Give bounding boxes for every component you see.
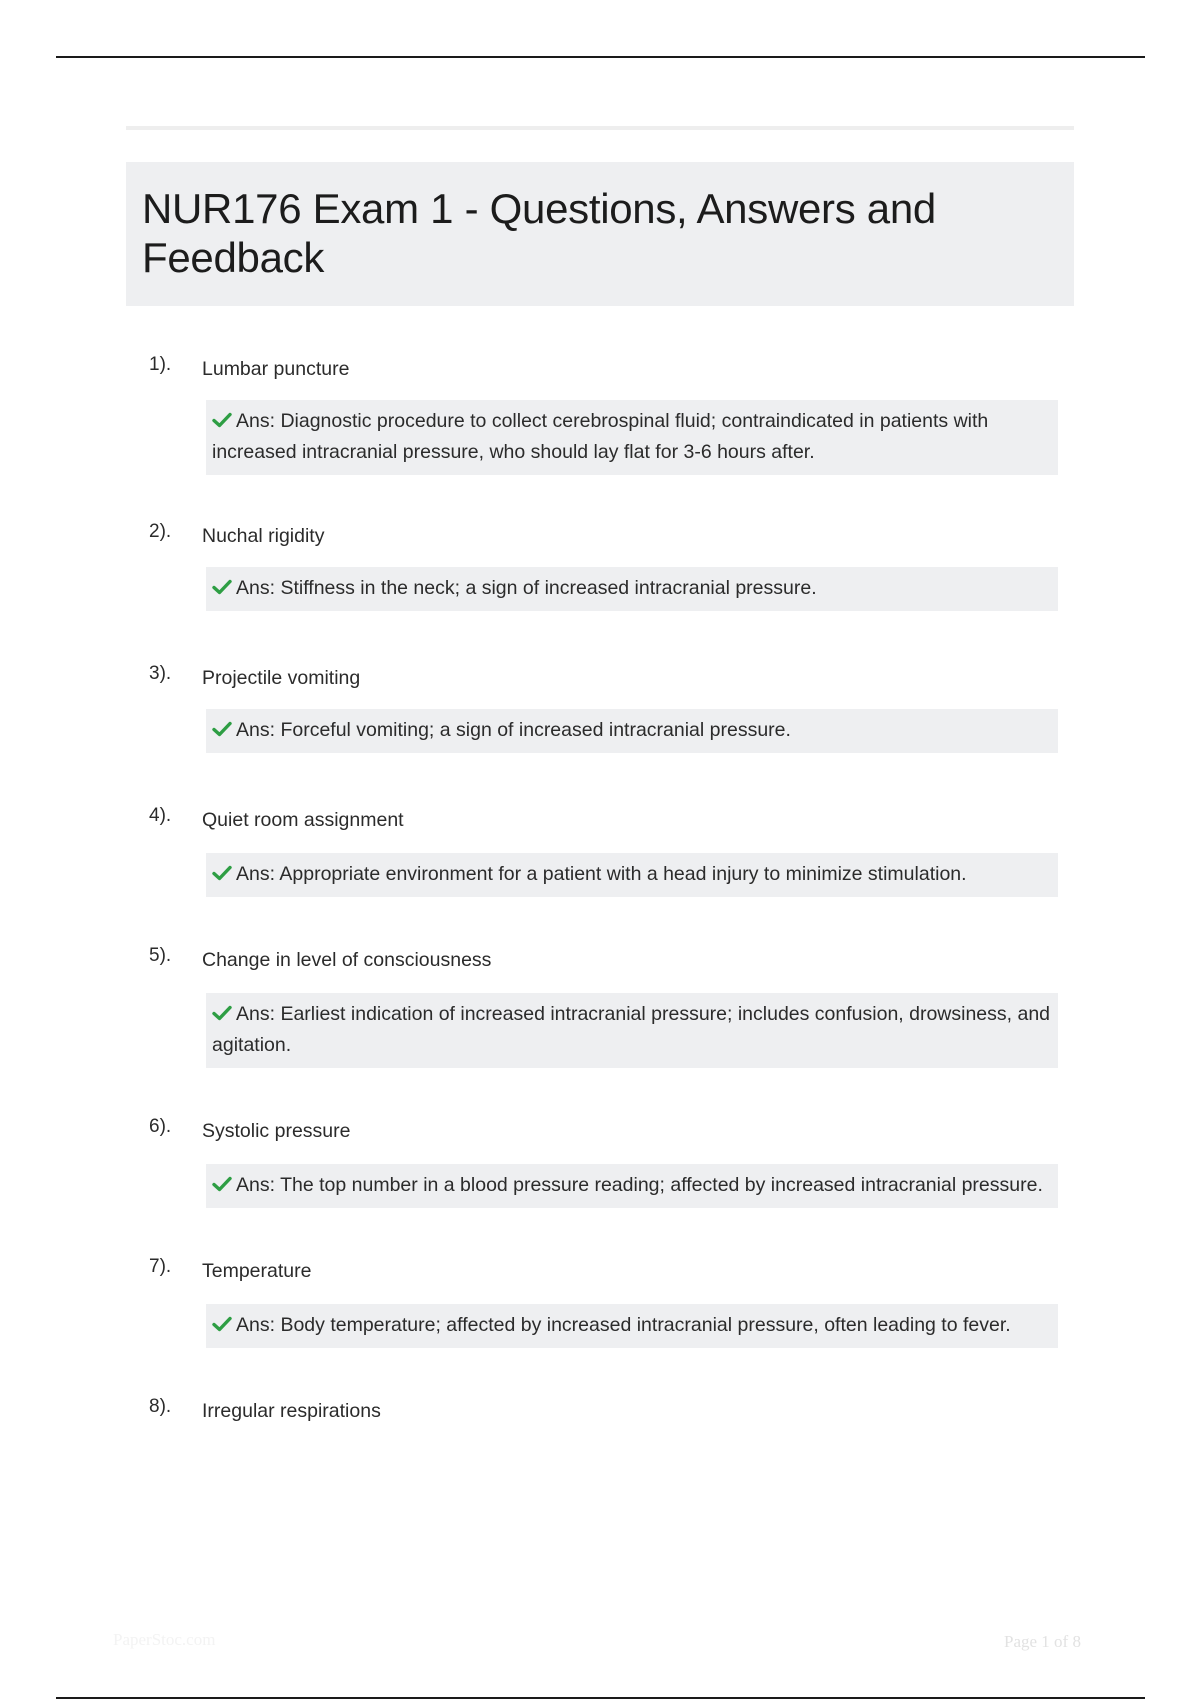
answer-prefix: Ans: bbox=[236, 1174, 276, 1196]
answer-box bbox=[206, 400, 1058, 475]
question-term: Irregular respirations bbox=[202, 1400, 381, 1422]
answer-prefix: Ans: bbox=[236, 577, 276, 599]
question-number: 1). bbox=[149, 354, 172, 375]
question-header bbox=[0, 507, 1200, 553]
question-term: Lumbar puncture bbox=[202, 358, 350, 380]
answer-prefix: Ans: bbox=[236, 1003, 276, 1025]
question-header bbox=[0, 649, 1200, 695]
question-list bbox=[0, 340, 1200, 1428]
answer-text: Forceful vomiting; a sign of increased intracranial pressure. bbox=[280, 719, 791, 741]
check-icon bbox=[212, 1316, 232, 1332]
question-term: Systolic pressure bbox=[202, 1120, 351, 1142]
bottom-rule bbox=[56, 1697, 1145, 1699]
question-term: Temperature bbox=[202, 1260, 312, 1282]
answer-text: Appropriate environment for a patient with a head injury to minimize stimulation. bbox=[279, 863, 967, 885]
answer-box bbox=[206, 1164, 1058, 1208]
check-icon bbox=[212, 412, 232, 428]
question-term: Nuchal rigidity bbox=[202, 525, 325, 547]
watermark: PaperStoc.com bbox=[113, 1630, 216, 1649]
question-item bbox=[0, 1102, 1200, 1208]
question-number: 5). bbox=[149, 945, 172, 966]
answer-text: The top number in a blood pressure reading; affected by increased intracranial pressure. bbox=[280, 1174, 1043, 1196]
question-item bbox=[0, 1242, 1200, 1348]
question-number: 7). bbox=[149, 1256, 172, 1277]
question-number: 4). bbox=[149, 805, 172, 826]
question-header bbox=[0, 1242, 1200, 1288]
question-item bbox=[0, 507, 1200, 611]
question-term: Projectile vomiting bbox=[202, 667, 361, 689]
top-rule bbox=[56, 56, 1145, 58]
answer-text: Stiffness in the neck; a sign of increased intracranial pressure. bbox=[280, 577, 817, 599]
question-header bbox=[0, 931, 1200, 977]
answer-box bbox=[206, 709, 1058, 753]
question-number: 8). bbox=[149, 1396, 172, 1417]
answer-prefix: Ans: bbox=[236, 863, 276, 885]
check-icon bbox=[212, 579, 232, 595]
question-item bbox=[0, 340, 1200, 475]
answer-text: Diagnostic procedure to collect cerebrospinal fluid; contraindicated in patients with increased intracranial pressure, who should lay flat for 3-6 hours after. bbox=[212, 410, 989, 463]
answer-box bbox=[206, 567, 1058, 611]
check-icon bbox=[212, 721, 232, 737]
check-icon bbox=[212, 865, 232, 881]
question-header bbox=[0, 340, 1200, 386]
answer-box bbox=[206, 1304, 1058, 1348]
question-item bbox=[0, 791, 1200, 897]
answer-text: Body temperature; affected by increased intracranial pressure, often leading to fever. bbox=[280, 1314, 1011, 1336]
answer-text: Earliest indication of increased intracranial pressure; includes confusion, drowsiness, and agitation. bbox=[212, 1003, 1051, 1056]
check-icon bbox=[212, 1005, 232, 1021]
page-title: NUR176 Exam 1 - Questions, Answers and Feedback bbox=[142, 185, 936, 281]
answer-box bbox=[206, 993, 1058, 1068]
answer-box bbox=[206, 853, 1058, 897]
answer-prefix: Ans: bbox=[236, 1314, 276, 1336]
answer-prefix: Ans: bbox=[236, 719, 276, 741]
question-header bbox=[0, 1102, 1200, 1148]
page-number: Page 1 of 8 bbox=[1004, 1632, 1081, 1651]
question-item bbox=[0, 931, 1200, 1068]
question-header bbox=[0, 1382, 1200, 1428]
question-item bbox=[0, 649, 1200, 753]
question-number: 3). bbox=[149, 663, 172, 684]
question-number: 2). bbox=[149, 521, 172, 542]
question-item bbox=[0, 1382, 1200, 1428]
question-term: Change in level of consciousness bbox=[202, 949, 492, 971]
check-icon bbox=[212, 1176, 232, 1192]
title-banner bbox=[126, 162, 1074, 306]
answer-prefix: Ans: bbox=[236, 410, 276, 432]
question-number: 6). bbox=[149, 1116, 172, 1137]
question-header bbox=[0, 791, 1200, 837]
question-term: Quiet room assignment bbox=[202, 809, 404, 831]
header-divider bbox=[126, 126, 1074, 130]
